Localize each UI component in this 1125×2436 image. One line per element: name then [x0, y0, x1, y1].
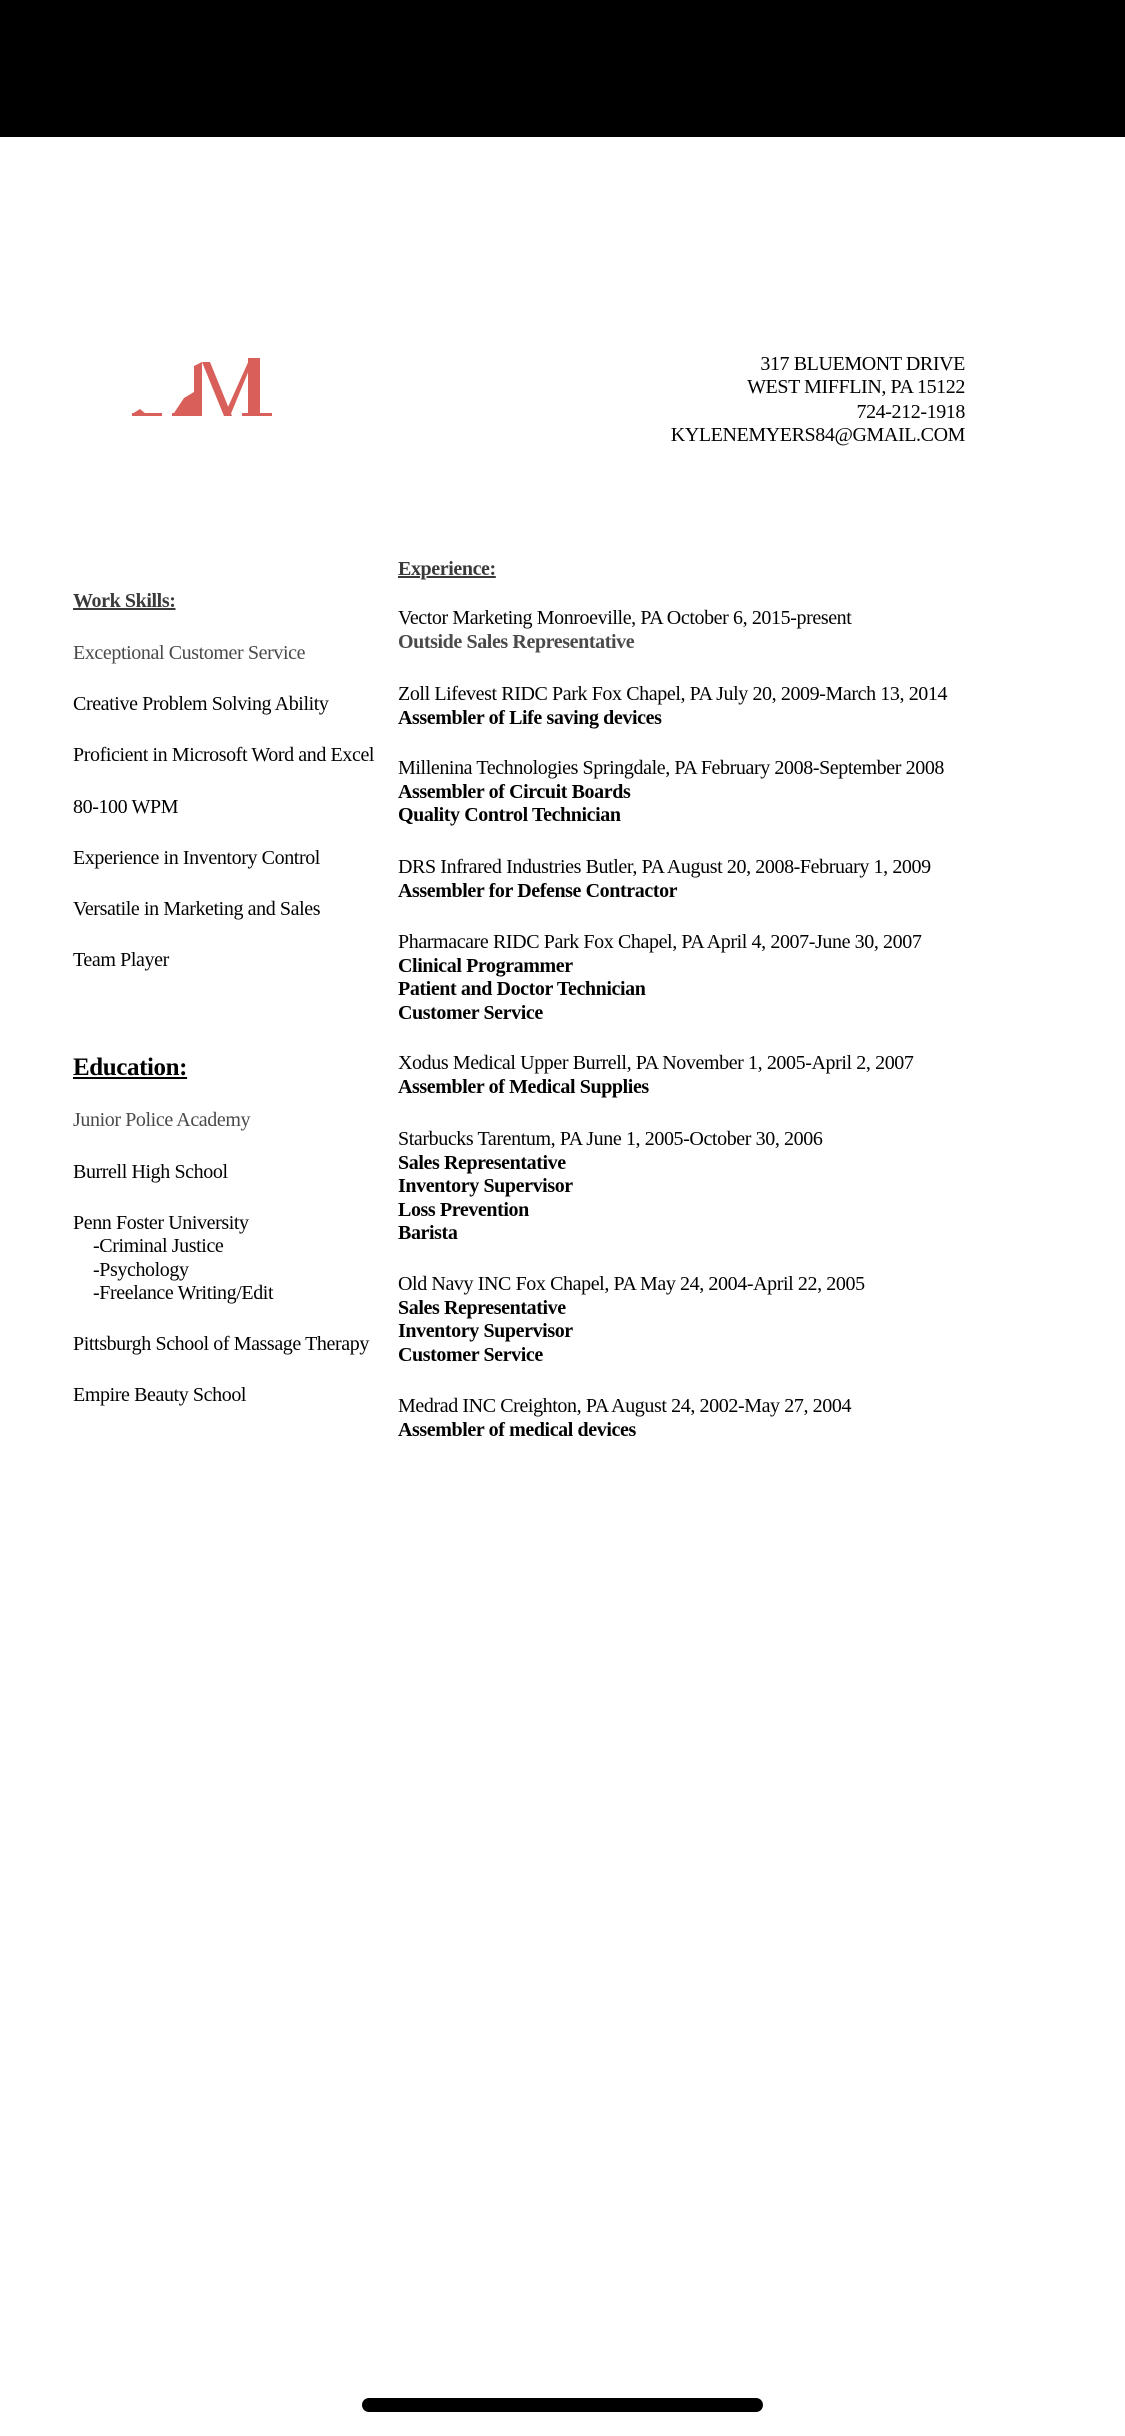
job-role: Clinical Programmer [398, 954, 573, 977]
address-line-1: 317 BLUEMONT DRIVE [760, 353, 965, 375]
phone-number: 724-212-1918 [856, 401, 965, 423]
skill-item: 80-100 WPM [73, 796, 179, 818]
job-role: Assembler of Circuit Boards [398, 780, 631, 803]
work-skills-heading: Work Skills: [73, 590, 176, 612]
experience-heading: Experience: [398, 558, 496, 580]
job-role: Customer Service [398, 1001, 543, 1024]
skill-item: Versatile in Marketing and Sales [73, 898, 321, 920]
skill-item: Experience in Inventory Control [73, 847, 320, 869]
education-item: Burrell High School [73, 1161, 228, 1183]
job-employer: Starbucks Tarentum, PA June 1, 2005-October 30, 2006 [398, 1128, 823, 1150]
home-indicator[interactable] [362, 2398, 763, 2412]
job-employer: Medrad INC Creighton, PA August 24, 2002-May 27, 2004 [398, 1395, 852, 1417]
email-address: KYLENEMYERS84@GMAIL.COM [670, 424, 965, 446]
job-employer: Old Navy INC Fox Chapel, PA May 24, 2004-April 22, 2005 [398, 1273, 865, 1295]
education-subitem: -Psychology [93, 1259, 189, 1281]
skill-item: Exceptional Customer Service [73, 642, 306, 664]
job-role: Patient and Doctor Technician [398, 978, 646, 1000]
address-line-2: WEST MIFFLIN, PA 15122 [747, 376, 965, 398]
job-role: Sales Representative [398, 1296, 566, 1319]
monogram-logo [132, 352, 307, 418]
education-item: Penn Foster University [73, 1212, 249, 1234]
skill-item: Creative Problem Solving Ability [73, 693, 329, 715]
job-employer: Xodus Medical Upper Burrell, PA November 1, 2005-April 2, 2007 [398, 1052, 914, 1074]
job-role: Assembler of medical devices [398, 1418, 636, 1441]
job-role: Quality Control Technician [398, 804, 621, 826]
job-role: Inventory Supervisor [398, 1320, 573, 1342]
job-role: Sales Representative [398, 1151, 566, 1174]
education-item: Pittsburgh School of Massage Therapy [73, 1333, 369, 1355]
job-employer: Vector Marketing Monroeville, PA October 6, 2015-present [398, 607, 852, 629]
job-employer: DRS Infrared Industries Butler, PA August 20, 2008-February 1, 2009 [398, 856, 931, 878]
job-role: Assembler for Defense Contractor [398, 879, 678, 902]
job-role: Assembler of Life saving devices [398, 706, 662, 729]
education-item: Empire Beauty School [73, 1384, 247, 1406]
job-role: Assembler of Medical Supplies [398, 1075, 649, 1098]
status-bar [0, 0, 1125, 137]
skill-item: Team Player [73, 949, 169, 971]
skill-item: Proficient in Microsoft Word and Excel [73, 744, 375, 766]
education-item: Junior Police Academy [73, 1109, 251, 1131]
job-employer: Pharmacare RIDC Park Fox Chapel, PA April 4, 2007-June 30, 2007 [398, 931, 922, 953]
job-role: Outside Sales Representative [398, 630, 635, 653]
job-role: Inventory Supervisor [398, 1175, 573, 1197]
job-employer: Zoll Lifevest RIDC Park Fox Chapel, PA July 20, 2009-March 13, 2014 [398, 683, 948, 705]
job-role: Loss Prevention [398, 1198, 529, 1221]
job-role: Customer Service [398, 1343, 543, 1366]
education-subitem: -Freelance Writing/Edit [93, 1282, 274, 1304]
job-role: Barista [398, 1222, 458, 1244]
job-employer: Millenina Technologies Springdale, PA February 2008-September 2008 [398, 757, 945, 779]
education-heading: Education: [73, 1054, 188, 1081]
education-subitem: -Criminal Justice [93, 1235, 224, 1257]
